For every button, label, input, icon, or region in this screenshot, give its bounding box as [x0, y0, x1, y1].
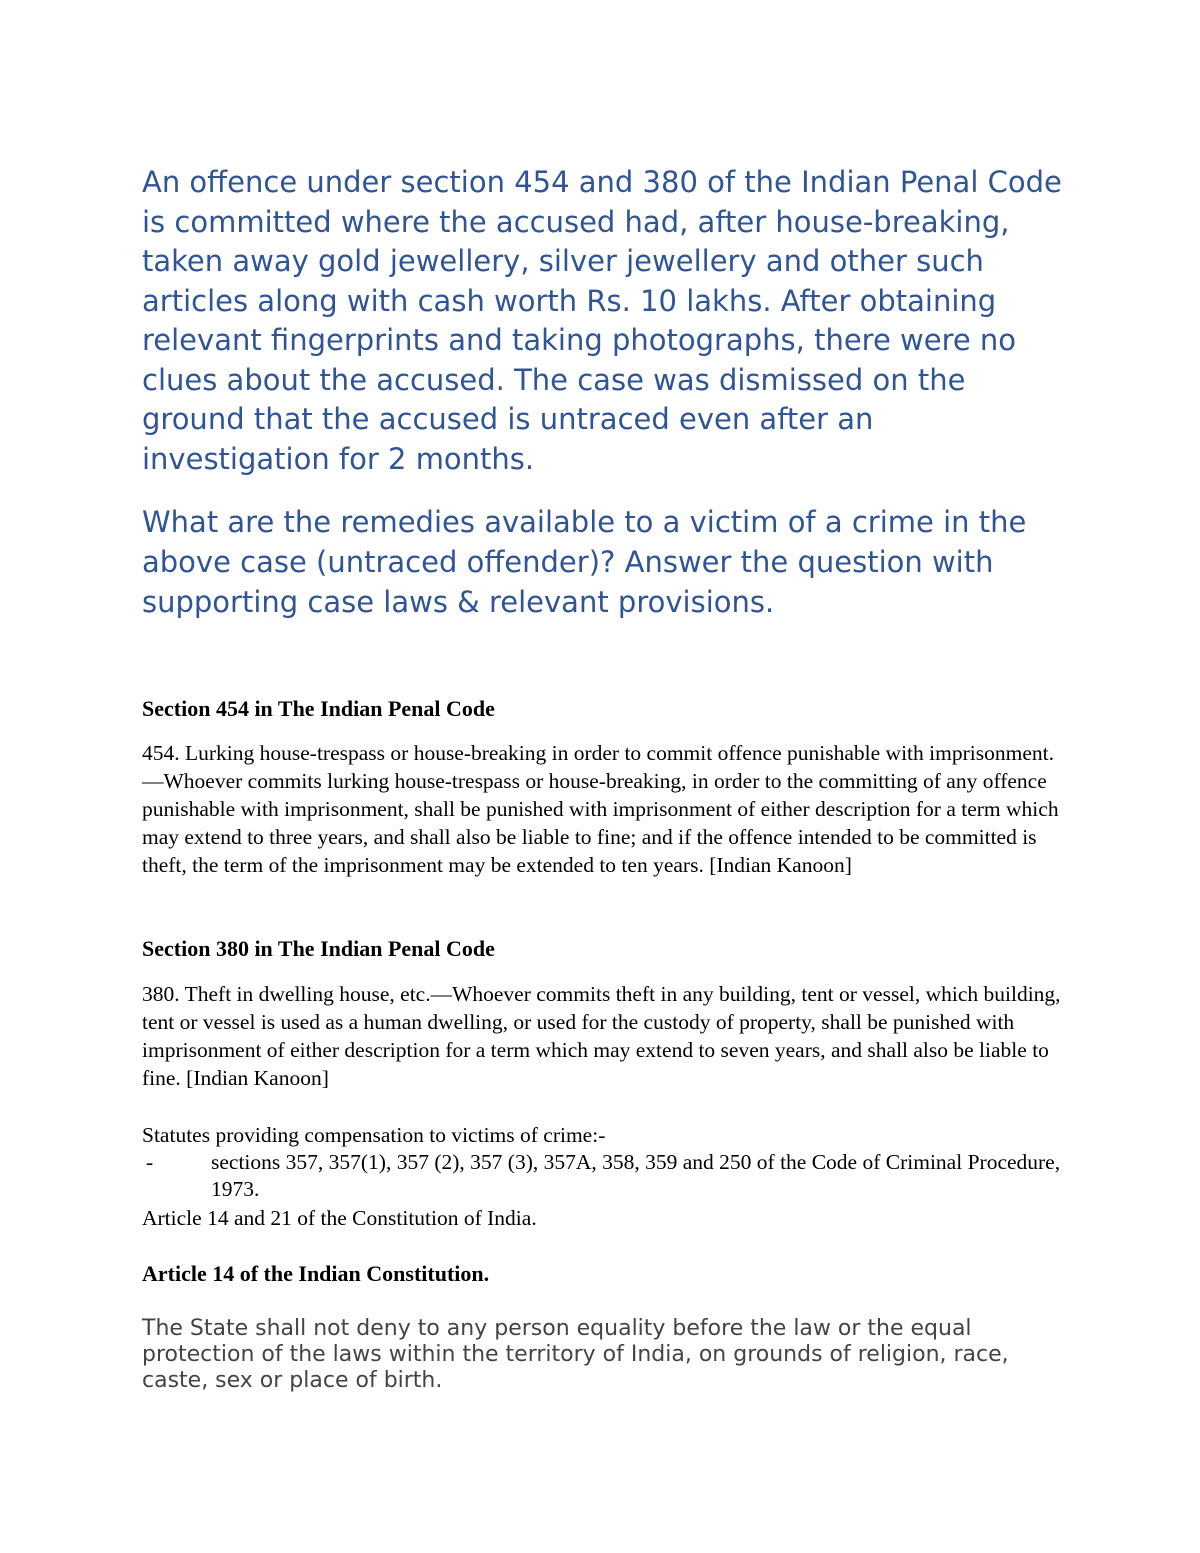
article-14-heading: Article 14 of the Indian Constitution. — [142, 1261, 490, 1286]
statutes-bullet-text: sections 357, 357(1), 357 (2), 357 (3), 357A, 358, 359 and 250 of the Code of Criminal Procedure, 1973. — [211, 1150, 1061, 1201]
constitution-articles-line: Article 14 and 21 of the Constitution of India. — [142, 1206, 537, 1230]
article-14-body: The State shall not deny to any person equality before the law or the equal protection of the laws within the territory of India, on grounds of religion, race, caste, sex or place of birth. — [142, 1316, 1009, 1393]
bullet-dash: - — [146, 1150, 154, 1174]
section-380-body: 380. Theft in dwelling house, etc.—Whoever commits theft in any building, tent or vessel, which building, tent or vessel is used as a human dwelling, or used for the custody of property, shall be punished with imprisonment of either description for a term which may extend to seven years, and shall also be liable to fine. [Indian Kanoon] — [142, 982, 1061, 1090]
question-paragraph: What are the remedies available to a victim of a crime in the above case (untraced offender)? Answer the question with supporting case laws & relevant provisions. — [142, 505, 1027, 619]
section-380-heading: Section 380 in The Indian Penal Code — [142, 936, 495, 961]
case-facts-paragraph: An offence under section 454 and 380 of the Indian Penal Code is committed where the accused had, after house-breaking, taken away gold jewellery, silver jewellery and other such articles along with cash worth Rs. 10 lakhs. After obtaining relevant fingerprints and taking photographs, there were no clues about the accused. The case was dismissed on the ground that the accused is untraced even after an investigation for 2 months. — [142, 165, 1062, 476]
section-454-body: 454. Lurking house-trespass or house-breaking in order to commit offence punishable with imprisonment.—Whoever commits lurking house-trespass or house-breaking, in order to the committing of any offence punishable with imprisonment, shall be punished with imprisonment of either description for a term which may extend to three years, and shall also be liable to fine; and if the offence intended to be committed is theft, the term of the imprisonment may be extended to ten years. [Indian Kanoon] — [142, 741, 1059, 877]
section-454-heading: Section 454 in The Indian Penal Code — [142, 696, 495, 721]
statutes-intro: Statutes providing compensation to victims of crime:- — [142, 1123, 606, 1147]
